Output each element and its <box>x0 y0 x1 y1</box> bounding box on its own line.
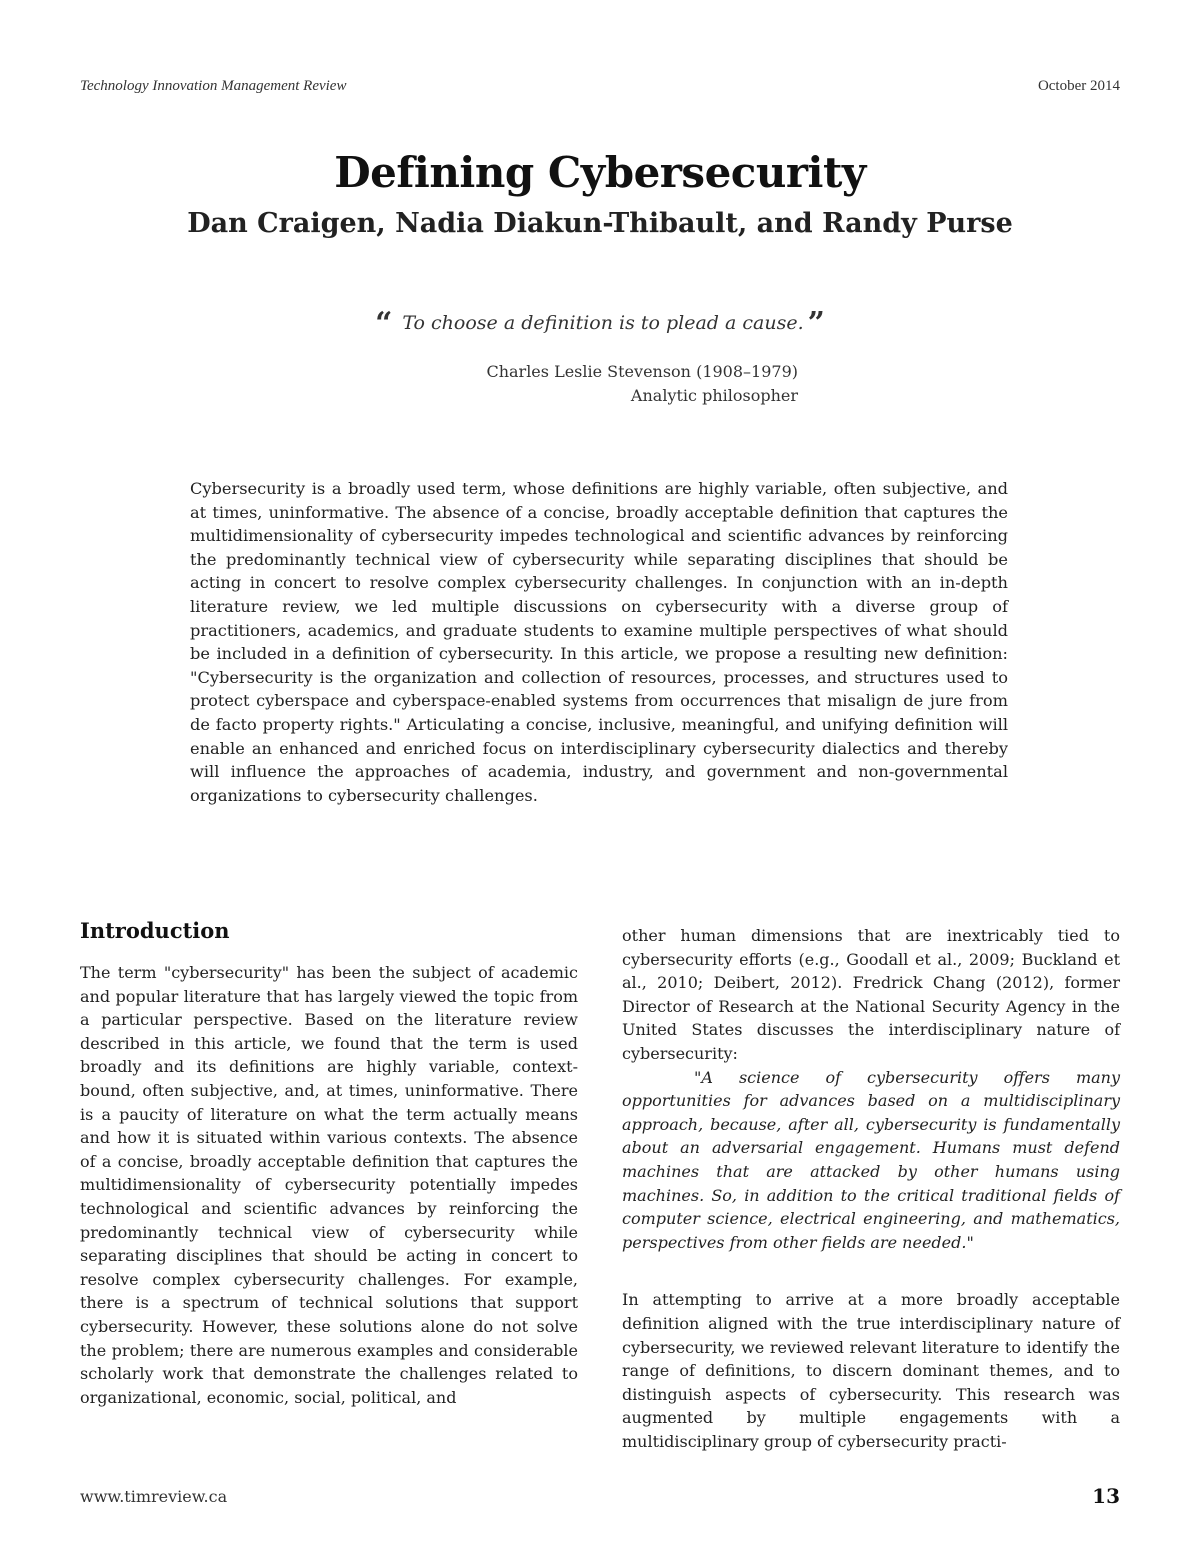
close-quote-icon: ” <box>807 306 825 341</box>
epigraph-source-title: Analytic philosopher <box>630 386 798 405</box>
paragraph-spacer <box>622 1254 1120 1288</box>
left-column <box>80 918 578 1409</box>
section-heading-introduction: Introduction <box>80 918 230 943</box>
intro-paragraph-2: In attempting to arrive at a more broadly acceptable definition aligned with the true interdisciplinary nature of cybersecurity, we reviewed relevant literature to identify the range of definitions, to discern dominant themes, and to distinguish aspects of cybersecurity. This research was augmented by multiple engagements with a multidisciplinary group of cybersecurity practi- <box>622 1290 1120 1451</box>
block-quote: "A science of cybersecurity offers many opportunities for advances based on a multidisciplinary approach, because, after all, cybersecurity is fundamentally about an adversarial engagement. Humans must defend machines that are attacked by other humans using machines. So, in addition to the critical traditional fields of computer science, electrical engineering, and mathematics, perspectives from other fields are needed." <box>622 1067 1120 1252</box>
journal-name: Technology Innovation Management Review <box>80 78 347 94</box>
right-column <box>622 924 1120 1453</box>
epigraph-attribution <box>486 360 798 408</box>
issue-date: October 2014 <box>1037 78 1120 94</box>
open-quote-icon: “ <box>375 306 393 341</box>
epigraph-text: To choose a definition is to plead a cause. <box>402 312 804 334</box>
footer-url[interactable]: www.timreview.ca <box>80 1487 228 1506</box>
intro-paragraph-1-continued: other human dimensions that are inextricably tied to cybersecurity efforts (e.g., Goodall et al., 2009; Buckland et al., 2010; Deibert, 2012). Fredrick Chang (2012), former Director of Research at the National Security Agency in the United States discusses the interdisciplinary nature of cybersecurity: <box>622 926 1120 1063</box>
intro-paragraph-1: The term "cybersecurity" has been the subject of academic and popular literature that has largely viewed the topic from a particular perspective. Based on the literature review described in this article, we found that the term is used broadly and its definitions are highly variable, context-bound, often subjective, and, at times, uninformative. There is a paucity of literature on what the term actually means and how it is situated within various contexts. The absence of a concise, broadly acceptable definition that captures the multidimensionality of cybersecurity potentially impedes technological and scientific advances by reinforcing the predominantly technical view of cybersecurity while separating disciplines that should be acting in concert to resolve complex cybersecurity challenges. For example, there is a spectrum of technical solutions that support cybersecurity. However, these solutions alone do not solve the problem; there are numerous examples and considerable scholarly work that demonstrate the challenges related to organizational, economic, social, political, and <box>80 963 578 1407</box>
epigraph-source-name: Charles Leslie Stevenson (1908–1979) <box>486 362 798 381</box>
epigraph <box>0 306 1200 341</box>
page-number: 13 <box>1092 1484 1120 1508</box>
article-title: Defining Cybersecurity <box>334 148 866 197</box>
article-authors: Dan Craigen, Nadia Diakun-Thibault, and Randy Purse <box>187 208 1013 239</box>
abstract: Cybersecurity is a broadly used term, whose definitions are highly variable, often subjective, and at times, uninformative. The absence of a concise, broadly acceptable definition that captures the multidimensionality of cybersecurity impedes technological and scientific advances by reinforcing the predominantly technical view of cybersecurity while separating disciplines that should be acting in concert to resolve complex cybersecurity challenges. In conjunction with an in-depth literature review, we led multiple discussions on cybersecurity with a diverse group of practitioners, academics, and graduate students to examine multiple perspectives of what should be included in a definition of cybersecurity. In this article, we propose a resulting new definition: "Cybersecurity is the organization and collection of resources, processes, and structures used to protect cyberspace and cyberspace-enabled systems from occurrences that misalign de jure from de facto property rights." Articulating a concise, inclusive, meaningful, and unifying definition will enable an enhanced and enriched focus on interdisciplinary cybersecurity dialectics and thereby will influence the approaches of academia, industry, and government and non-governmental organizations to cybersecurity challenges. <box>190 479 1008 805</box>
